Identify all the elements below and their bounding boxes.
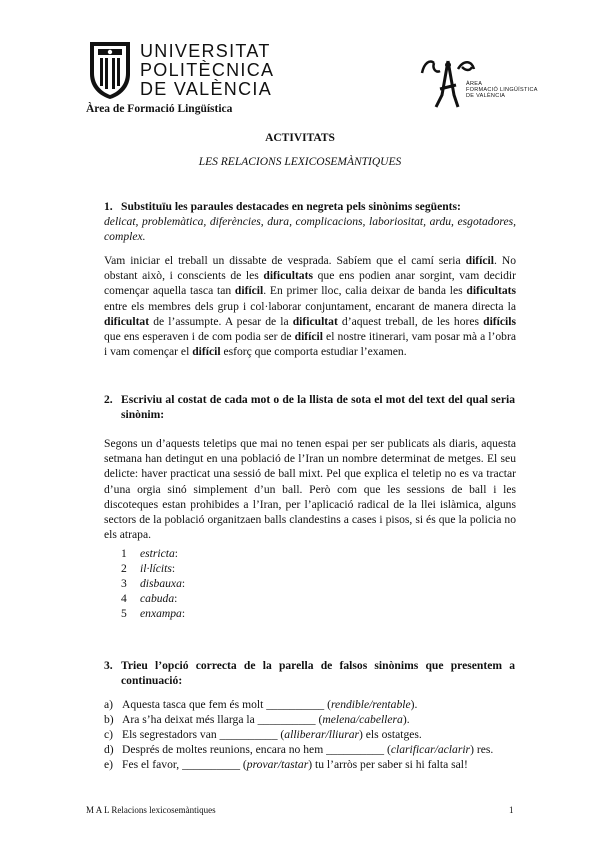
- afl-logo-line-3: DE VALÈNCIA: [466, 93, 506, 99]
- q3-item-before: Ara s’ha deixat més llarga la __________ (: [122, 713, 323, 726]
- highlighted-word: difícil: [192, 345, 221, 359]
- q2-list-item: 3 disbauxa:: [121, 577, 186, 590]
- q3-item-after: ).: [410, 698, 418, 711]
- q3-item: [104, 697, 524, 712]
- q3-item-pair: rendible/rentable: [330, 698, 411, 711]
- q3-item-pair: alliberar/lliurar: [284, 728, 360, 741]
- q2-item-number: 4: [121, 592, 127, 605]
- q2-item-word: enxampa: [140, 607, 182, 620]
- text-segment: . En primer lloc, calia deixar de banda les: [263, 284, 467, 298]
- q3-item-pair: melena/cabellera: [322, 713, 403, 726]
- q1-prompt: Substituïu les paraules destacades en negreta pels sinònims següents:: [121, 200, 461, 213]
- q3-item-before: Aquesta tasca que fem és molt __________ (: [122, 698, 331, 711]
- q1-text: [104, 253, 516, 359]
- q3-item-before: Els segrestadors van __________ (: [122, 728, 285, 741]
- highlighted-word: difícils: [483, 314, 516, 328]
- q3-item-after: ) res.: [470, 743, 494, 756]
- text-segment: de l’assumpte. A pesar de la: [149, 314, 293, 328]
- text-segment: el nostre itinerari, vam posar mà a l’obra i vam començar el: [104, 330, 516, 359]
- q3-item: [104, 742, 524, 757]
- q2-list-item: 5 enxampa:: [121, 607, 186, 620]
- q2-item-word: estricta: [140, 547, 175, 560]
- text-segment: que ens podien anar sorgint, vam decidir començar aquella tasca tan: [104, 269, 517, 298]
- footer-page-number: 1: [509, 805, 514, 815]
- q3-item: [104, 727, 524, 742]
- highlighted-word: dificultats: [466, 284, 516, 298]
- text-segment: . No obstant això, i conscients de les: [104, 254, 516, 283]
- q3-item-after: ) els ostatges.: [359, 728, 422, 741]
- q3-item-after: ).: [402, 713, 410, 726]
- highlighted-word: difícil: [465, 254, 494, 267]
- q3-number: 3.: [104, 659, 113, 672]
- afl-logo-line-1: ÀREA: [466, 81, 483, 87]
- text-segment: entre els membres dels grup i col·laborar conjuntament, encarant de manera directa la: [104, 299, 516, 313]
- page-subtitle: LES RELACIONS LEXICOSEMÀNTIQUES: [198, 156, 402, 168]
- q3-prompt: Trieu l’opció correcta de la parella de falsos sinònims que presentem a continuació:: [121, 659, 515, 688]
- q2-item-number: 2: [121, 562, 127, 575]
- afl-logo-line-2: FORMACIÓ LINGÜÍSTICA: [466, 87, 538, 93]
- q3-item-before: Fes el favor, __________ (: [122, 758, 247, 771]
- page-title: ACTIVITATS: [265, 132, 335, 144]
- q2-list-item: 1 estricta:: [121, 547, 179, 560]
- q3-item-letter: d): [104, 743, 114, 756]
- q2-item-number: 1: [121, 547, 127, 560]
- footer-left: M A L Relacions lexicosemàntiques: [86, 805, 216, 815]
- q2-list-item: 2 il·lícits:: [121, 562, 176, 575]
- highlighted-word: difícil: [294, 330, 323, 344]
- q3-item-pair: provar/tastar: [246, 758, 309, 771]
- q2-item-number: 5: [121, 607, 127, 620]
- q2-item-word: il·lícits: [140, 562, 172, 575]
- q3-item-letter: a): [104, 698, 114, 711]
- q3-item: [104, 757, 524, 772]
- q2-number: 2.: [104, 393, 113, 406]
- highlighted-word: difícil: [234, 284, 264, 298]
- university-name-line-3: DE VALÈNCIA: [140, 79, 273, 99]
- q3-item-before: Després de moltes reunions, encara no hem __________ (: [122, 743, 391, 756]
- university-name-line-1: UNIVERSITAT: [140, 41, 271, 61]
- afl-logo: [418, 55, 538, 110]
- q2-item-number: 3: [121, 577, 127, 590]
- q2-text: Segons un d’aquests teletips que mai no tenen espai per ser publicats als diaris, aquesta setmana han detingut en una població de l’Iran un nombre determinat de metges. El seu delicte: haver practicat una sessió de ball mixt. Pel que explica el teletip no es va tractar d’una orgia sinó simplement d’un ball. Però com que les sessions de ball i les discoteques estan prohibides a l’Iran, per l’aplicació radical de la llei islàmica, alguns sectors de la població organitzaen balls clandestins a cases i pisos, si és que la policia no els atrapa.: [104, 437, 516, 542]
- text-segment: d’aquest treball, de les hores: [337, 314, 484, 328]
- text-segment: que ens esperaven i de com podia ser de: [104, 330, 295, 344]
- university-name-line-2: POLITÈCNICA: [140, 60, 275, 80]
- q3-item: [104, 712, 524, 727]
- q1-options: delicat, problemàtica, diferències, dura, complicacions, laboriositat, ardu, esgotadores, complex.: [104, 215, 516, 244]
- highlighted-word: dificultat: [104, 314, 150, 328]
- highlighted-word: dificultat: [292, 314, 338, 328]
- q1-number: 1.: [104, 200, 113, 213]
- text-segment: esforç que comporta estudiar l’examen.: [220, 345, 407, 359]
- q2-prompt: Escriviu al costat de cada mot o de la llista de sota el mot del text del qual seria sinònim:: [121, 393, 515, 422]
- upv-logo: [84, 40, 274, 102]
- q3-item-letter: c): [104, 728, 114, 741]
- q2-list-item: 4 cabuda:: [121, 592, 178, 605]
- q3-item-letter: b): [104, 713, 114, 726]
- q3-item-pair: clarificar/aclarir: [390, 743, 471, 756]
- upv-shield-icon: [84, 40, 136, 100]
- q2-item-word: cabuda: [140, 592, 175, 605]
- highlighted-word: dificultats: [263, 269, 313, 283]
- q3-item-after: ) tu l’arròs per saber si hi falta sal!: [308, 758, 468, 771]
- q2-item-word: disbauxa: [140, 577, 182, 590]
- q3-item-letter: e): [104, 758, 114, 771]
- area-label: Àrea de Formació Lingüística: [86, 103, 233, 115]
- text-segment: Vam iniciar el treball un dissabte de vesprada. Sabíem que el camí seria: [104, 254, 466, 267]
